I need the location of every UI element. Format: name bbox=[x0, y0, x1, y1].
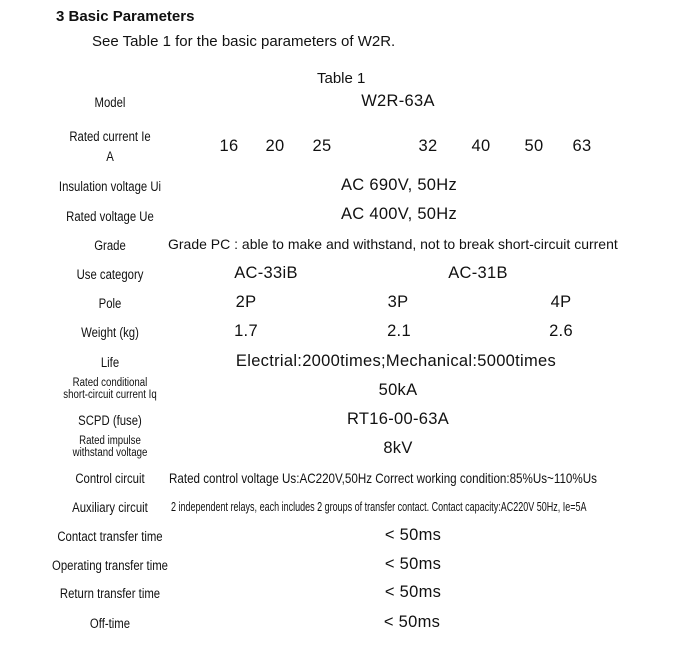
row-value: Rated control voltage Us:AC220V,50Hz Correct working condition:85%Us~110%Us bbox=[169, 470, 597, 486]
row-label-line2: short-circuit current Iq bbox=[63, 389, 157, 401]
current-value: 50 bbox=[524, 137, 544, 155]
weight-value: 1.7 bbox=[234, 322, 258, 340]
row-label-line2: withstand voltage bbox=[72, 447, 148, 459]
row-label: Model bbox=[94, 95, 126, 110]
row-label: Off-time bbox=[89, 616, 131, 631]
row-value: 8kV bbox=[383, 439, 413, 457]
row-value: < 50ms bbox=[383, 613, 441, 631]
current-value: 40 bbox=[471, 137, 491, 155]
category-value: AC-31B bbox=[448, 264, 508, 282]
row-value: 2 independent relays, each includes 2 groups of transfer contact. Contact capacity:AC220V 50Hz, Ie=5A bbox=[171, 500, 587, 514]
pole-value: 3P bbox=[387, 293, 409, 311]
row-value: Grade PC : able to make and withstand, not to break short-circuit current bbox=[168, 236, 618, 252]
row-label: Return transfer time bbox=[59, 586, 161, 601]
row-label: Weight (kg) bbox=[81, 325, 139, 340]
row-label: Contact transfer time bbox=[57, 529, 163, 544]
current-value: 25 bbox=[312, 137, 332, 155]
current-value: 63 bbox=[572, 137, 592, 155]
row-label: Grade bbox=[94, 238, 126, 253]
row-label-unit: A bbox=[106, 149, 114, 164]
row-value: AC 400V, 50Hz bbox=[340, 205, 458, 223]
current-value: 16 bbox=[219, 137, 239, 155]
row-value: Electrial:2000times;Mechanical:5000times bbox=[235, 352, 557, 370]
row-value: < 50ms bbox=[384, 526, 442, 544]
row-value: < 50ms bbox=[384, 583, 442, 601]
pole-value: 2P bbox=[235, 293, 257, 311]
current-value: 20 bbox=[265, 137, 285, 155]
weight-value: 2.1 bbox=[387, 322, 411, 340]
row-label: Rated voltage Ue bbox=[66, 209, 154, 224]
row-label: Operating transfer time bbox=[52, 558, 168, 573]
row-value: 50kA bbox=[378, 381, 418, 399]
row-label: Control circuit bbox=[75, 471, 145, 486]
row-label: Use category bbox=[76, 267, 144, 282]
row-value: AC 690V, 50Hz bbox=[340, 176, 458, 194]
row-label: Pole bbox=[98, 296, 122, 311]
row-value: W2R-63A bbox=[361, 92, 435, 110]
pole-value: 4P bbox=[550, 293, 572, 311]
row-label: Life bbox=[100, 355, 120, 370]
table-caption: Table 1 bbox=[317, 70, 366, 87]
row-label: Rated impulse bbox=[79, 435, 141, 447]
row-value: RT16-00-63A bbox=[346, 410, 450, 428]
section-heading: 3 Basic Parameters bbox=[56, 8, 195, 25]
row-label: Rated current Ie bbox=[69, 129, 151, 144]
weight-value: 2.6 bbox=[549, 322, 573, 340]
row-value: < 50ms bbox=[384, 555, 442, 573]
intro-text: See Table 1 for the basic parameters of W2R. bbox=[92, 33, 396, 50]
category-value: AC-33iB bbox=[234, 264, 298, 282]
row-label: SCPD (fuse) bbox=[78, 413, 142, 428]
row-label: Rated conditional bbox=[72, 377, 148, 389]
row-label: Auxiliary circuit bbox=[72, 500, 148, 515]
row-label: Insulation voltage Ui bbox=[58, 179, 162, 194]
current-value: 32 bbox=[418, 137, 438, 155]
